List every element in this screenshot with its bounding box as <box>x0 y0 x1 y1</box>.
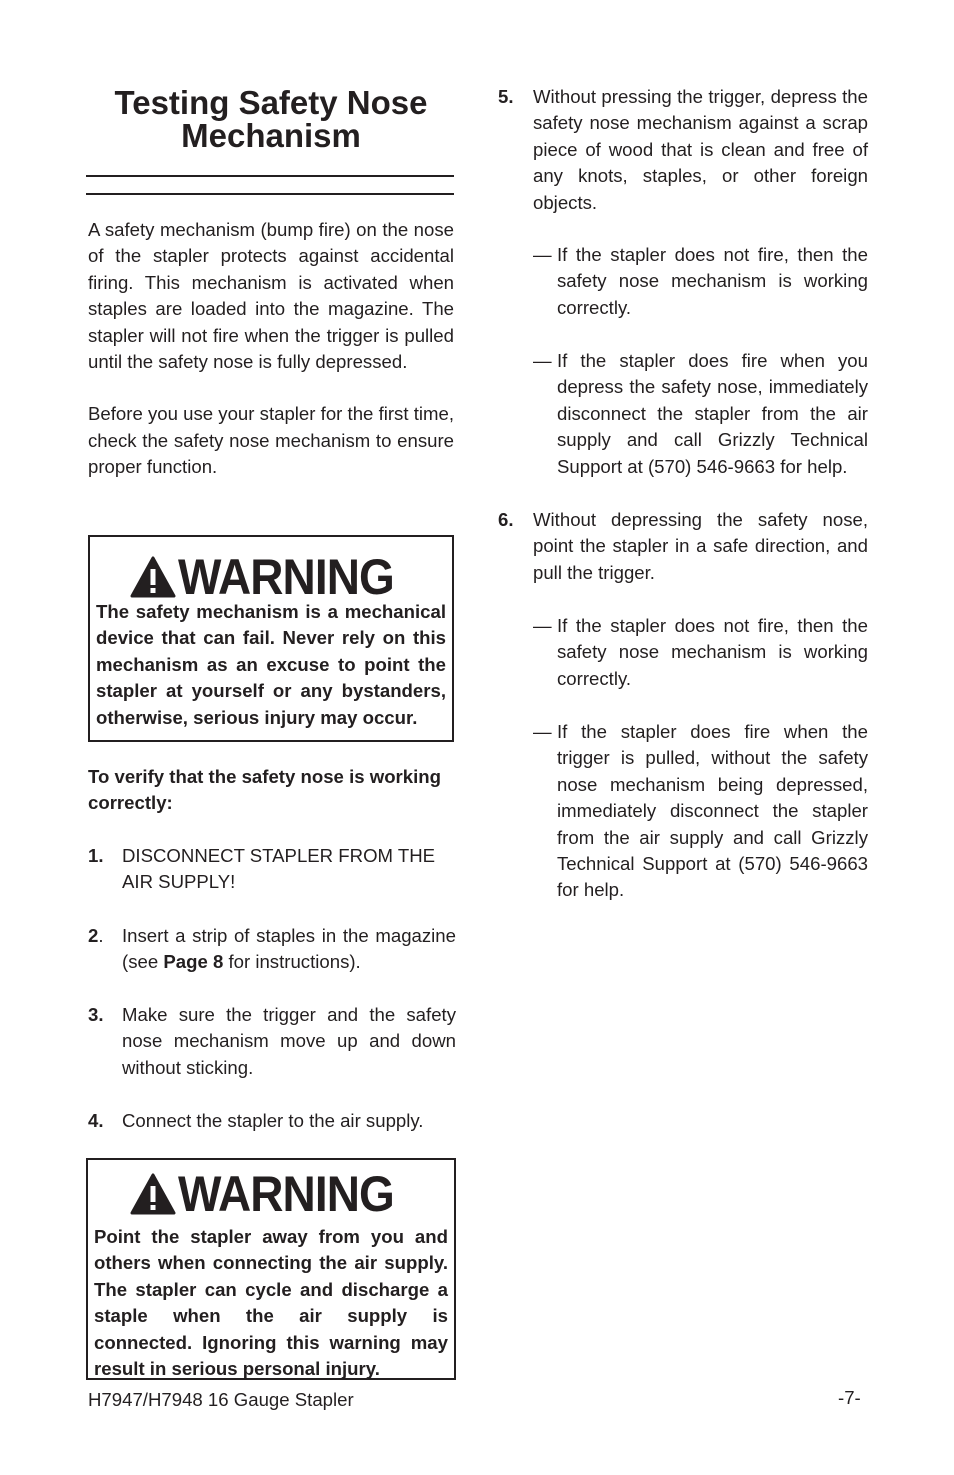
intro <box>88 217 454 481</box>
result-text: If the stapler does fire when the trigger is pulled, without the safety nose mechanism being depressed, immediately disconnect the stapler from the air supply and call Grizzly Technical Support at (570) 546-9663 for help. <box>557 721 868 901</box>
page-reference: Page 8 <box>163 951 224 973</box>
section-title <box>88 86 454 152</box>
warning-triangle-icon <box>130 556 176 598</box>
warning-box-1 <box>88 535 454 742</box>
step-6 <box>498 507 868 586</box>
step-number: 6. <box>498 509 514 530</box>
step-6-result-1 <box>533 613 868 692</box>
step-4 <box>88 1108 456 1134</box>
title-rule-bottom <box>86 193 454 195</box>
dash-marker: — <box>533 350 552 371</box>
result-text: If the stapler does not fire, then the safety nose mechanism is working correctly. <box>557 615 868 689</box>
step-text: Without pressing the trigger, depress the safety nose mechanism against a scrap piece of wood that is clean and free of any knots, staples, or other foreign objects. <box>533 86 868 213</box>
step-2 <box>88 923 456 976</box>
warning-heading-2: WARNING <box>177 1166 394 1222</box>
warning-triangle-icon <box>130 1173 176 1215</box>
step-number: 2. <box>88 925 104 946</box>
step-number: 1. <box>88 845 104 866</box>
step-5-result-2 <box>533 348 868 480</box>
warning-header-2 <box>88 1166 454 1222</box>
section-title-line2: Mechanism <box>181 117 361 154</box>
verify-heading <box>88 764 456 817</box>
footer-model: H7947/H7948 16 Gauge Stapler <box>88 1389 354 1410</box>
step-number: 3. <box>88 1004 104 1025</box>
step-5-result-1 <box>533 242 868 321</box>
intro-paragraph-1: A safety mechanism (bump fire) on the nose of the stapler protects against accidental firing. This mechanism is activated when staples are loaded into the magazine. The stapler will not fire when the trigger is pulled until the safety nose is fully depressed. <box>88 219 454 373</box>
step-text: Make sure the trigger and the safety nose mechanism move up and down without sticking. <box>122 1004 456 1078</box>
dash-marker: — <box>533 615 552 636</box>
section-title-line1: Testing Safety Nose <box>114 84 428 121</box>
warning-text-1: The safety mechanism is a mechanical device that can fail. Never rely on this mechanism as an excuse to point the stapler at yourself or any bystanders, otherwise, serious injury may occur. <box>96 601 446 728</box>
step-number: 4. <box>88 1110 104 1131</box>
verify-heading-text: To verify that the safety nose is working correctly: <box>88 766 442 814</box>
page-number: -7- <box>838 1387 861 1408</box>
step-6-result-2 <box>533 719 868 904</box>
warning-text-2: Point the stapler away from you and others when connecting the air supply. The stapler can cycle and discharge a staple when the air supply is connected. Ignoring this warning may result in serious personal injury. <box>94 1226 448 1380</box>
intro-paragraph-2: Before you use your stapler for the first time, check the safety nose mechanism to ensure proper function. <box>88 403 454 478</box>
step-3 <box>88 1002 456 1081</box>
step-5 <box>498 84 868 216</box>
title-rule-top <box>86 175 454 177</box>
step-text: DISCONNECT STAPLER FROM THE AIR SUPPLY! <box>122 845 436 893</box>
warning-header-1 <box>90 549 452 605</box>
dash-marker: — <box>533 244 552 265</box>
step-text: Without depressing the safety nose, point the stapler in a safe direction, and pull the trigger. <box>533 509 868 583</box>
warning-heading-1: WARNING <box>177 549 394 605</box>
step-number: 5. <box>498 86 514 107</box>
step-text: Insert a strip of staples in the magazine (see Page 8 for instructions). <box>122 925 456 973</box>
step-text: Connect the stapler to the air supply. <box>122 1110 424 1131</box>
warning-box-2 <box>86 1158 456 1380</box>
step-1 <box>88 843 456 896</box>
result-text: If the stapler does fire when you depress the safety nose, immediately disconnect the stapler from the air supply and call Grizzly Technical Support at (570) 546-9663 for help. <box>557 350 868 477</box>
result-text: If the stapler does not fire, then the safety nose mechanism is working correctly. <box>557 244 868 318</box>
dash-marker: — <box>533 721 552 742</box>
